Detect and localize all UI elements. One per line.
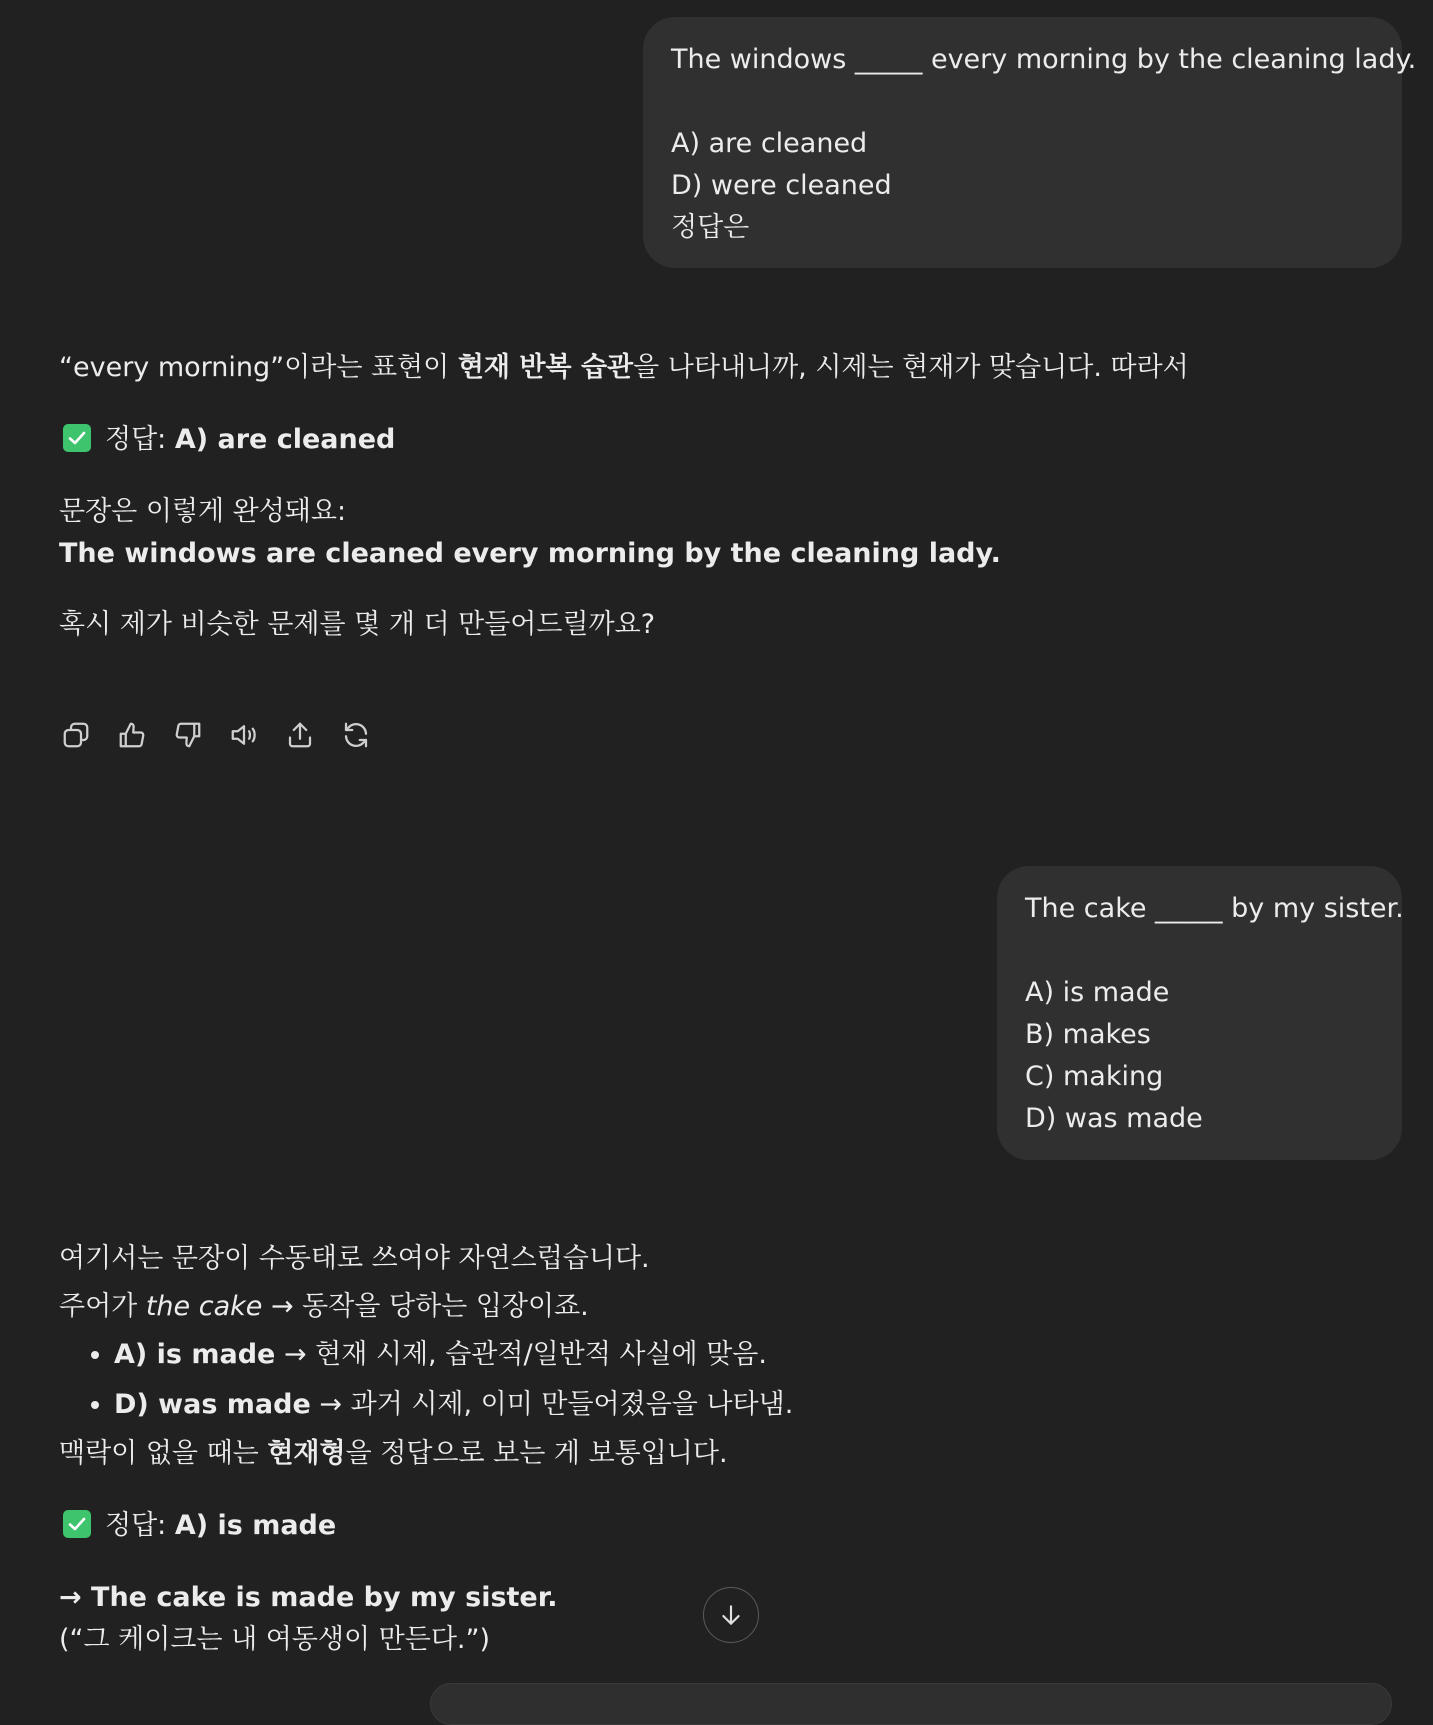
composer-edge[interactable] [430, 1683, 1392, 1725]
arrow-down-icon [718, 1602, 744, 1628]
option-a: A) is made [1025, 977, 1170, 1008]
thumbs-up-icon[interactable] [115, 718, 149, 752]
user-message-2 [997, 866, 1402, 1160]
option-c: C) making [1025, 1061, 1164, 1092]
message-actions [59, 718, 373, 752]
assistant-message-1 [59, 347, 1379, 646]
thumbs-down-icon[interactable] [171, 718, 205, 752]
final-sentence: → The cake is made by my sister. [59, 1582, 558, 1614]
option-explanations [59, 1334, 1379, 1426]
subject-note: 주어가 the cake → 동작을 당하는 입장이죠. [59, 1290, 589, 1322]
read-aloud-icon[interactable] [227, 718, 261, 752]
prompt-text: 정답은 [671, 212, 750, 243]
complete-sentence: The windows are cleaned every morning by the cleaning lady. [59, 537, 1001, 569]
option-d: D) was made [1025, 1103, 1203, 1134]
check-mark-icon [63, 424, 91, 452]
question-text: The cake _____ by my sister. [1025, 893, 1404, 924]
copy-icon[interactable] [59, 718, 93, 752]
list-item: • A) is made → 현재 시제, 습관적/일반적 사실에 맞음. [114, 1334, 1379, 1376]
list-item: • D) was made → 과거 시제, 이미 만들어졌음을 나타냄. [114, 1384, 1379, 1426]
option-a: A) are cleaned [671, 128, 868, 159]
translation-text: (“그 케이크는 내 여동생이 만든다.”) [59, 1623, 491, 1655]
scroll-to-bottom-button[interactable] [703, 1587, 759, 1643]
explanation-paragraph: “every morning”이라는 표현이 현재 반복 습관을 나타내니까, 시제는 현재가 맞습니다. 따라서 [59, 352, 1189, 383]
complete-label: 문장은 이렇게 완성돼요: [59, 495, 347, 527]
passive-voice-note: 여기서는 문장이 수동태로 쓰여야 자연스럽습니다. [59, 1243, 650, 1274]
answer-line: 정답: A) are cleaned [59, 419, 1379, 461]
user-message-1 [643, 17, 1417, 268]
regenerate-icon[interactable] [339, 718, 373, 752]
share-icon[interactable] [283, 718, 317, 752]
answer-line: 정답: A) is made [59, 1505, 1379, 1547]
offer-text: 혹시 제가 비슷한 문제를 몇 개 더 만들어드릴까요? [59, 609, 656, 641]
question-text: The windows _____ every morning by the cleaning lady. [671, 44, 1417, 75]
option-b: B) makes [1025, 1019, 1151, 1050]
option-d: D) were cleaned [671, 170, 892, 201]
check-mark-icon [63, 1510, 91, 1538]
context-note: 맥락이 없을 때는 현재형을 정답으로 보는 게 보통입니다. [59, 1438, 728, 1470]
